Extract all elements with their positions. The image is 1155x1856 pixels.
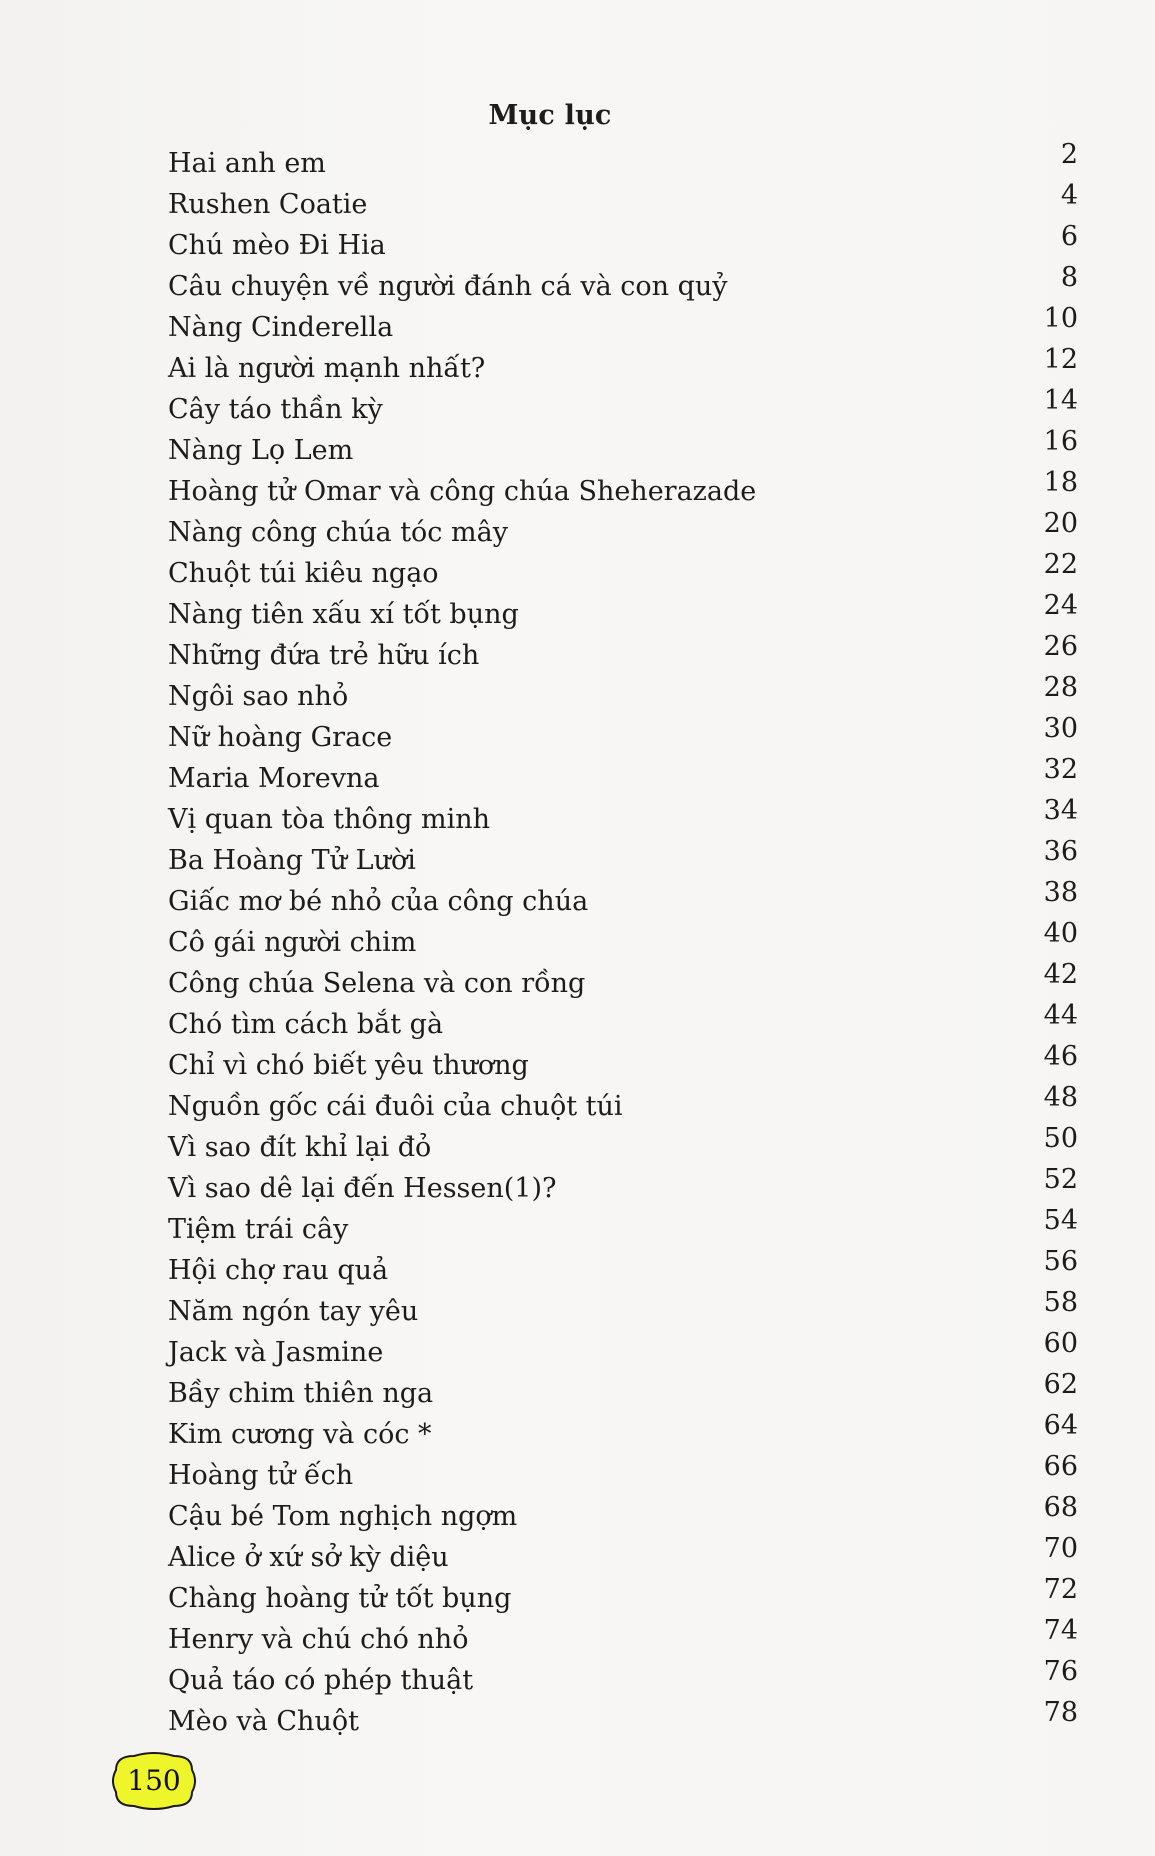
toc-entry-page: 54	[1043, 1205, 1078, 1236]
toc-entry-title: Ba Hoàng Tử Lười	[168, 845, 416, 876]
toc-entry	[168, 836, 1078, 881]
toc-entry	[168, 262, 1078, 307]
toc-entry	[168, 754, 1078, 799]
toc-entry-page: 2	[1060, 139, 1078, 170]
toc-entry-title: Vì sao đít khỉ lại đỏ	[168, 1132, 432, 1163]
toc-entry-title: Nàng Cinderella	[168, 312, 394, 343]
toc-entry	[168, 221, 1078, 266]
toc-entry	[168, 1574, 1078, 1619]
toc-entry-page: 68	[1043, 1492, 1078, 1523]
toc-entry-title: Alice ở xứ sở kỳ diệu	[168, 1542, 449, 1573]
toc-entry-page: 18	[1043, 467, 1078, 498]
toc-entry-page: 58	[1043, 1287, 1078, 1318]
toc-entry-title: Nàng Lọ Lem	[168, 435, 354, 466]
toc-entry	[168, 1410, 1078, 1455]
toc-entry	[168, 344, 1078, 389]
toc-entry	[168, 877, 1078, 922]
toc-entry-title: Giấc mơ bé nhỏ của công chúa	[168, 886, 589, 917]
page-number-badge	[112, 1752, 196, 1810]
toc-entry-title: Chàng hoàng tử tốt bụng	[168, 1583, 512, 1614]
toc-entry-page: 30	[1043, 713, 1078, 744]
toc-title: Mục lục	[488, 100, 612, 131]
toc-entry-title: Câu chuyện về người đánh cá và con quỷ	[168, 271, 728, 302]
toc-entry-page: 36	[1043, 836, 1078, 867]
toc-entry	[168, 795, 1078, 840]
toc-entry-page: 62	[1043, 1369, 1078, 1400]
toc-entry-page: 22	[1043, 549, 1078, 580]
toc-entry-title: Chú mèo Đi Hia	[168, 230, 386, 261]
toc-entry	[168, 139, 1078, 184]
toc-entry-page: 74	[1043, 1615, 1078, 1646]
toc-entry-title: Henry và chú chó nhỏ	[168, 1624, 469, 1655]
toc-entry-page: 56	[1043, 1246, 1078, 1277]
toc-entry	[168, 1697, 1078, 1742]
toc-entry-title: Nữ hoàng Grace	[168, 722, 393, 753]
toc-entry	[168, 1656, 1078, 1701]
toc-entry-title: Năm ngón tay yêu	[168, 1296, 419, 1327]
toc-entry	[168, 959, 1078, 1004]
toc-entry	[168, 1369, 1078, 1414]
toc-entry-page: 4	[1060, 180, 1078, 211]
toc-entry	[168, 1123, 1078, 1168]
toc-entry-page: 78	[1043, 1697, 1078, 1728]
toc-entry	[168, 549, 1078, 594]
toc-entry-title: Hội chợ rau quả	[168, 1255, 389, 1286]
toc-entry	[168, 1246, 1078, 1291]
toc-entry-title: Nguồn gốc cái đuôi của chuột túi	[168, 1091, 623, 1122]
toc-entry-title: Cây táo thần kỳ	[168, 394, 383, 425]
toc-entry-page: 32	[1043, 754, 1078, 785]
toc-entry	[168, 1533, 1078, 1578]
toc-entry-title: Nàng công chúa tóc mây	[168, 517, 508, 548]
toc-entry	[168, 672, 1078, 717]
toc-entry-page: 50	[1043, 1123, 1078, 1154]
toc-entry-title: Kim cương và cóc *	[168, 1419, 432, 1450]
toc-entry-page: 26	[1043, 631, 1078, 662]
toc-entry-page: 8	[1060, 262, 1078, 293]
toc-entry-title: Chỉ vì chó biết yêu thương	[168, 1050, 529, 1081]
toc-entry-page: 72	[1043, 1574, 1078, 1605]
toc-entry	[168, 1082, 1078, 1127]
toc-entry	[168, 590, 1078, 635]
toc-entry-title: Vị quan tòa thông minh	[168, 804, 491, 835]
toc-entry-title: Maria Morevna	[168, 763, 380, 794]
page-number: 150	[127, 1764, 181, 1797]
toc-entry	[168, 1492, 1078, 1537]
toc-entry	[168, 1041, 1078, 1086]
toc-entry-title: Những đứa trẻ hữu ích	[168, 640, 480, 671]
toc-entry-title: Ngôi sao nhỏ	[168, 681, 349, 712]
toc-entry-title: Cậu bé Tom nghịch ngợm	[168, 1501, 518, 1532]
toc-entry-title: Vì sao dê lại đến Hessen(1)?	[168, 1173, 557, 1204]
toc-entry	[168, 508, 1078, 553]
toc-entry-title: Công chúa Selena và con rồng	[168, 968, 586, 999]
toc-entry-page: 16	[1043, 426, 1078, 457]
toc-entry-page: 70	[1043, 1533, 1078, 1564]
toc-entry-page: 38	[1043, 877, 1078, 908]
toc-entry	[168, 303, 1078, 348]
toc-entry	[168, 467, 1078, 512]
toc-entry	[168, 385, 1078, 430]
toc-entry-page: 64	[1043, 1410, 1078, 1441]
toc-entry-page: 44	[1043, 1000, 1078, 1031]
toc-entry	[168, 631, 1078, 676]
toc-entry-title: Cô gái người chim	[168, 927, 417, 958]
toc-entry	[168, 1000, 1078, 1045]
toc-entry-page: 76	[1043, 1656, 1078, 1687]
toc-entry	[168, 1451, 1078, 1496]
toc-entry	[168, 1287, 1078, 1332]
toc-entry-title: Chó tìm cách bắt gà	[168, 1009, 444, 1040]
toc-entry-title: Mèo và Chuột	[168, 1706, 359, 1737]
toc-entry	[168, 918, 1078, 963]
toc-entry	[168, 180, 1078, 225]
toc-entry-page: 24	[1043, 590, 1078, 621]
toc-entry	[168, 1164, 1078, 1209]
toc-entry-title: Bầy chim thiên nga	[168, 1378, 434, 1409]
toc-entry	[168, 1328, 1078, 1373]
toc-entry-page: 10	[1043, 303, 1078, 334]
toc-entry	[168, 713, 1078, 758]
toc-entry-page: 34	[1043, 795, 1078, 826]
toc-entry-title: Quả táo có phép thuật	[168, 1665, 474, 1696]
toc-entry-page: 6	[1060, 221, 1078, 252]
toc-entry-page: 46	[1043, 1041, 1078, 1072]
toc-entry-page: 66	[1043, 1451, 1078, 1482]
toc-entry-page: 52	[1043, 1164, 1078, 1195]
toc-entry-title: Chuột túi kiêu ngạo	[168, 558, 439, 589]
toc-entry-page: 12	[1043, 344, 1078, 375]
toc-entry-page: 40	[1043, 918, 1078, 949]
toc-entry-page: 28	[1043, 672, 1078, 703]
toc-entry-title: Hai anh em	[168, 148, 326, 179]
toc-entry-title: Ai là người mạnh nhất?	[168, 353, 486, 384]
toc-entry	[168, 426, 1078, 471]
toc-entry-page: 48	[1043, 1082, 1078, 1113]
toc-entry-page: 20	[1043, 508, 1078, 539]
toc-entry-title: Hoàng tử Omar và công chúa Sheherazade	[168, 476, 757, 507]
toc-entry-title: Rushen Coatie	[168, 189, 368, 220]
toc-entry-title: Jack và Jasmine	[168, 1337, 384, 1368]
toc-list	[168, 139, 1078, 1742]
toc-entry-title: Hoàng tử ếch	[168, 1460, 354, 1491]
toc-entry	[168, 1615, 1078, 1660]
toc-entry-page: 60	[1043, 1328, 1078, 1359]
toc-entry-title: Tiệm trái cây	[168, 1214, 349, 1245]
toc-entry-title: Nàng tiên xấu xí tốt bụng	[168, 599, 519, 630]
toc-entry-page: 42	[1043, 959, 1078, 990]
toc-entry	[168, 1205, 1078, 1250]
toc-entry-page: 14	[1043, 385, 1078, 416]
